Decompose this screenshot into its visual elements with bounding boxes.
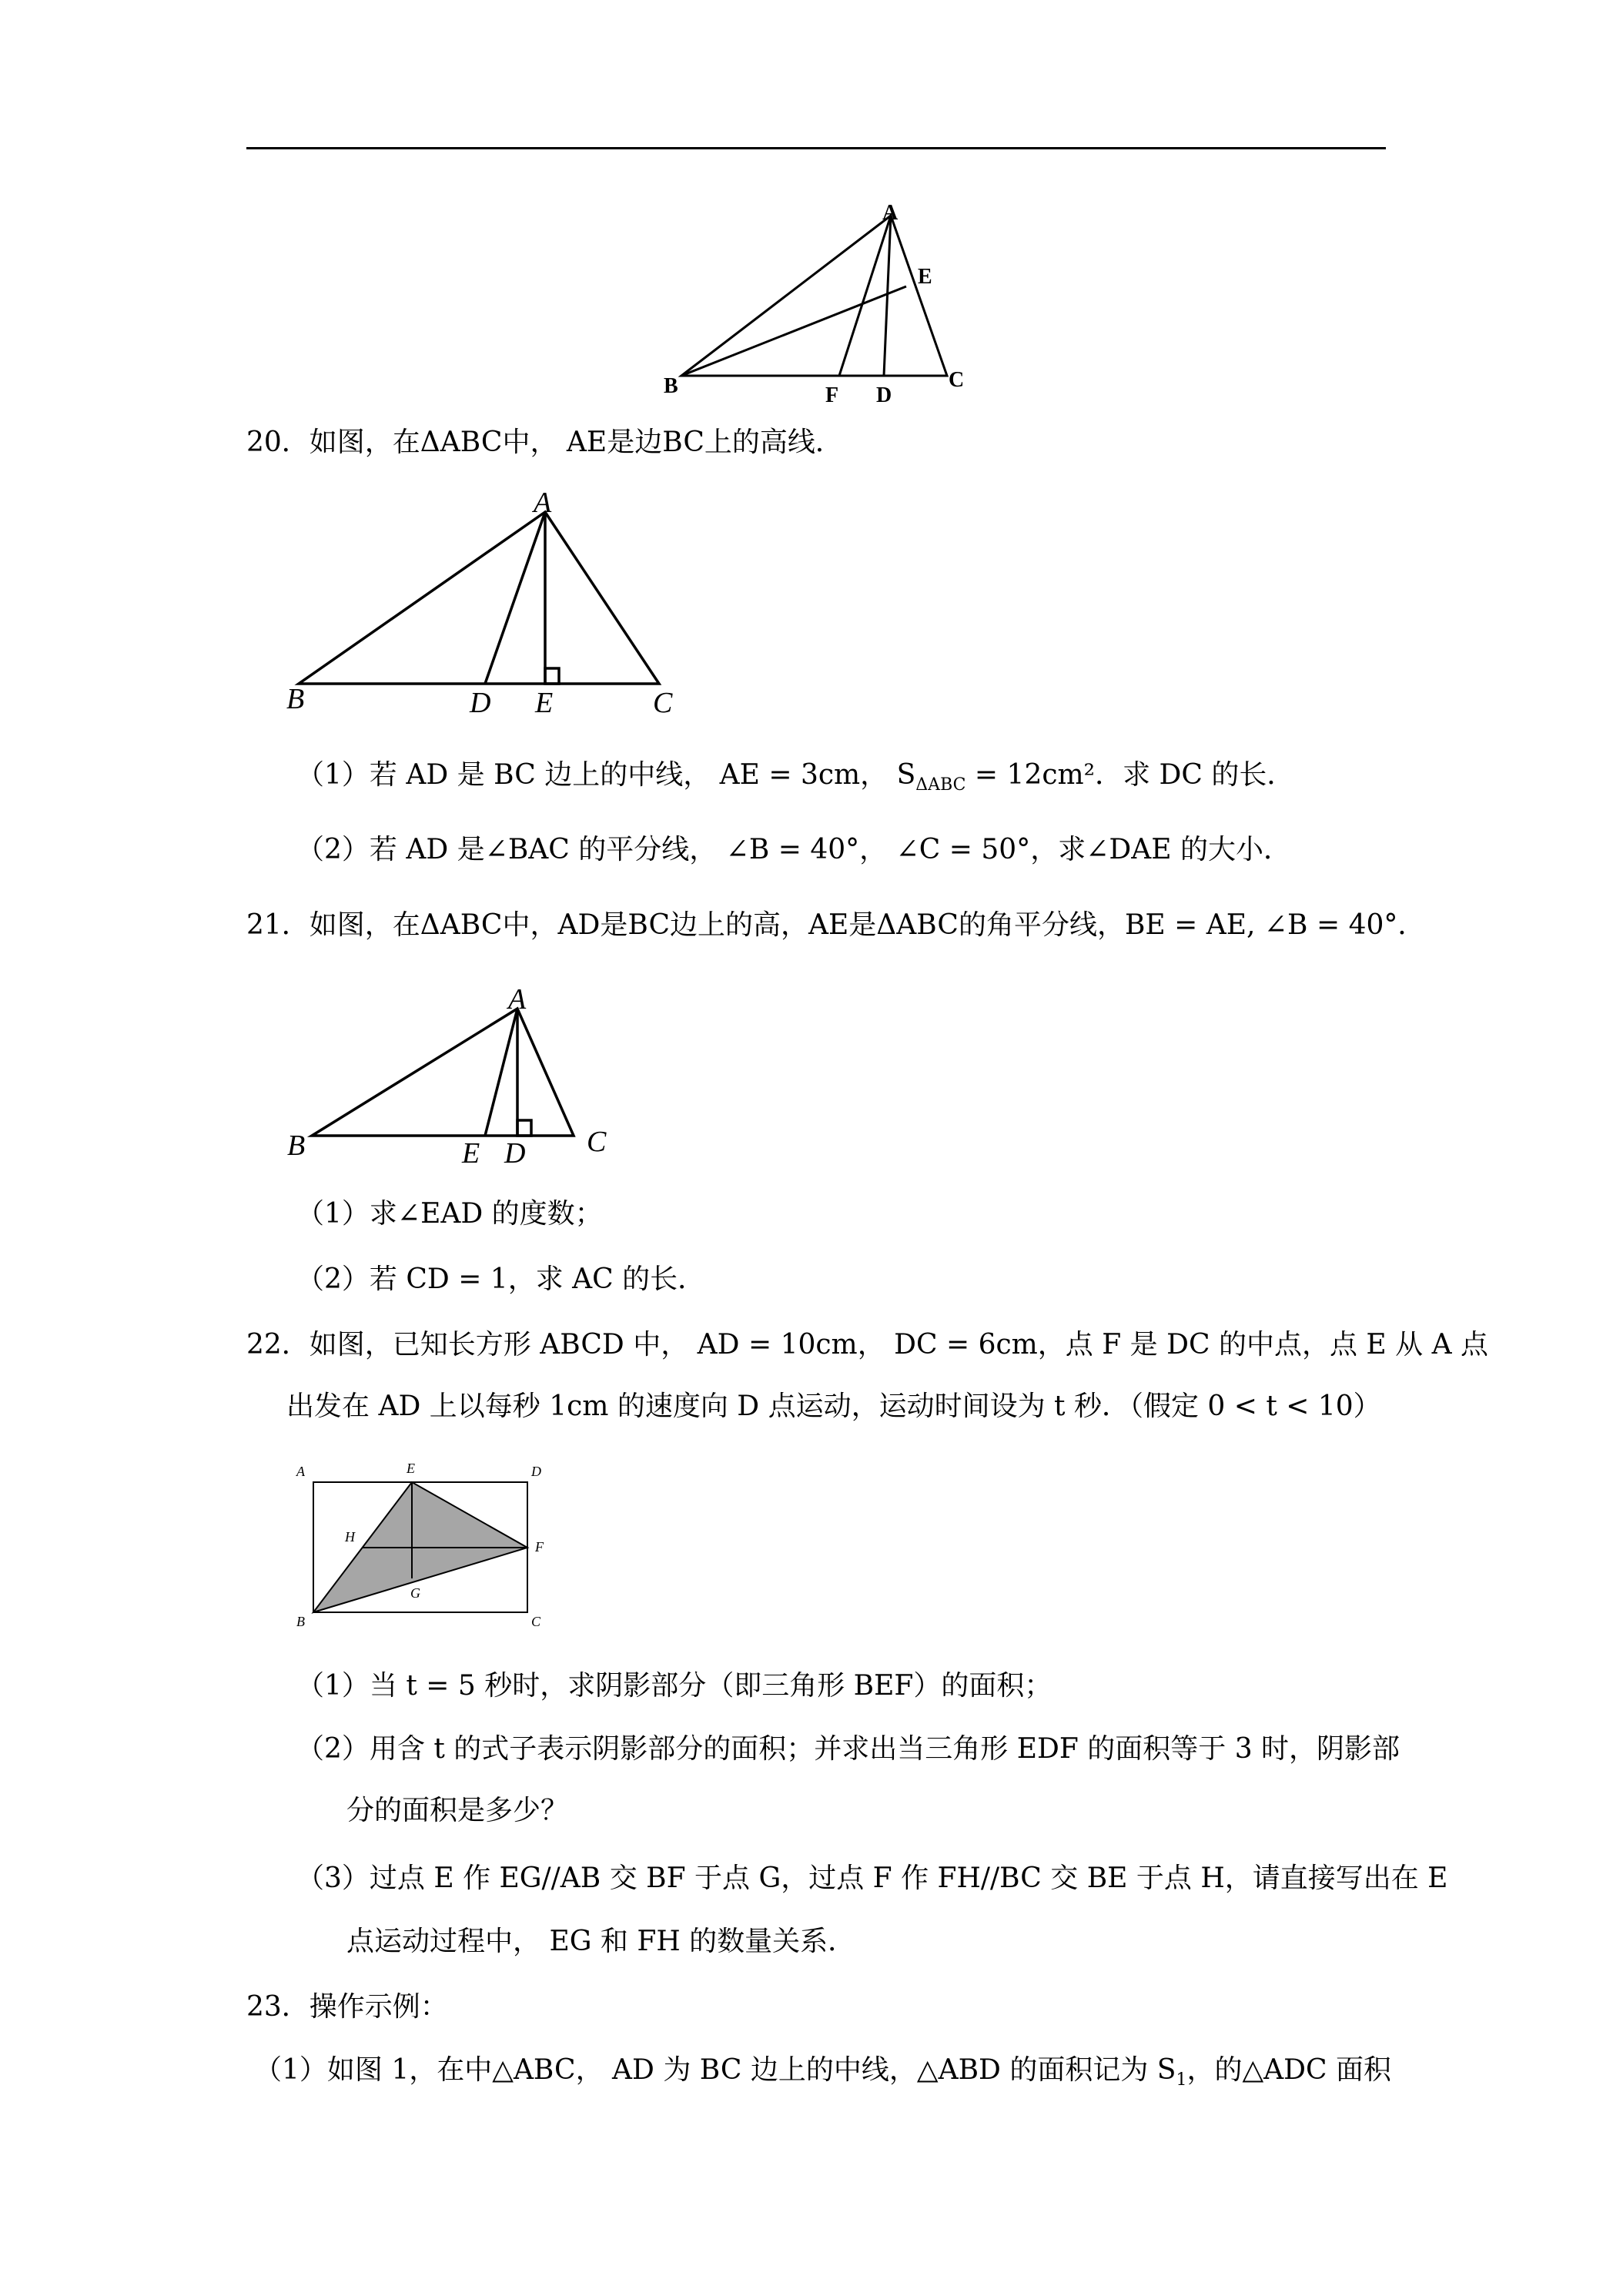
q20-stem: 20．如图，在ΔABC中， AE是边BC上的高线． [246, 427, 843, 458]
q20-part1-text: （1）若 AD 是 BC 边上的中线， AE = 3cm， S [296, 759, 916, 791]
q23-part1-text: （1）如图 1，在中△ABC， AD 为 BC 边上的中线，△ABD 的面积记为 S [254, 2054, 1176, 2086]
label-D: D [504, 1137, 526, 1170]
label-F: F [825, 383, 839, 407]
label-C: C [653, 687, 673, 719]
q22-part3-line1: （3）过点 E 作 EG//AB 交 BF 于点 G，过点 F 作 FH//BC 交 BE 于点 H，请直接写出在 E [296, 1863, 1448, 1894]
q21-stem: 21．如图，在ΔABC中，AD是BC边上的高，AE是ΔABC的角平分线，BE = AE, ∠B = 40°． [246, 909, 1426, 941]
label-C: C [949, 368, 965, 392]
label-H: H [345, 1529, 355, 1545]
q20-part1-rest: = 12cm²．求 DC 的长． [965, 759, 1295, 791]
label-G: G [410, 1585, 420, 1601]
figure-q22 [289, 1455, 562, 1636]
label-B: B [664, 374, 678, 398]
figure-q20 [277, 485, 693, 724]
q22-stem-line2: 出发在 AD 上以每秒 1cm 的速度向 D 点运动，运动时间设为 t 秒．（假定 0 < t < 10） [286, 1391, 1381, 1422]
q23-stem: 23．操作示例： [246, 1991, 448, 2023]
header-rule [246, 147, 1386, 149]
label-E: E [918, 265, 932, 289]
figure-q19 [654, 192, 978, 408]
label-A: A [882, 201, 899, 225]
q23-part1-rest: ，的△ADC 面积 [1186, 2054, 1392, 2086]
q21-part1: （1）求∠EAD 的度数； [296, 1198, 603, 1230]
q23-part1-sub: 1 [1176, 2070, 1187, 2090]
q22-part1: （1）当 t = 5 秒时，求阴影部分（即三角形 BEF）的面积； [296, 1670, 1052, 1702]
label-C: C [587, 1126, 607, 1158]
q21-part2: （2）若 CD = 1，求 AC 的长． [296, 1263, 706, 1295]
q22-stem-line1: 22．如图，已知长方形 ABCD 中， AD = 10cm， DC = 6cm，点 F 是 DC 的中点，点 E 从 A 点 [246, 1329, 1489, 1361]
label-D: D [876, 383, 892, 407]
label-B: B [287, 1130, 306, 1162]
q22-part2-line1: （2）用含 t 的式子表示阴影部分的面积；并求出当三角形 EDF 的面积等于 3 时，阴影部 [296, 1733, 1400, 1765]
label-A: A [508, 983, 527, 1016]
label-B: B [286, 683, 305, 715]
label-A: A [534, 487, 552, 519]
q20-part2: （2）若 AD 是∠BAC 的平分线， ∠B = 40°， ∠C = 50°，求∠DAE 的大小． [296, 834, 1291, 865]
label-A: A [296, 1464, 305, 1479]
label-C: C [531, 1614, 541, 1629]
label-E: E [462, 1137, 480, 1170]
label-F: F [535, 1539, 544, 1555]
label-E: E [407, 1461, 415, 1476]
q22-part3-line2: 点运动过程中， EG 和 FH 的数量关系． [346, 1926, 856, 1957]
q23-part1 [254, 2053, 1391, 2097]
q22-part2-line2: 分的面积是多少？ [346, 1795, 569, 1826]
figure-q21 [277, 974, 631, 1174]
label-D: D [470, 687, 491, 719]
q20-part1-sub: ΔABC [915, 775, 966, 795]
label-E: E [535, 687, 554, 719]
label-D: D [531, 1464, 541, 1479]
q20-part1 [296, 758, 1294, 802]
label-B: B [296, 1614, 305, 1629]
